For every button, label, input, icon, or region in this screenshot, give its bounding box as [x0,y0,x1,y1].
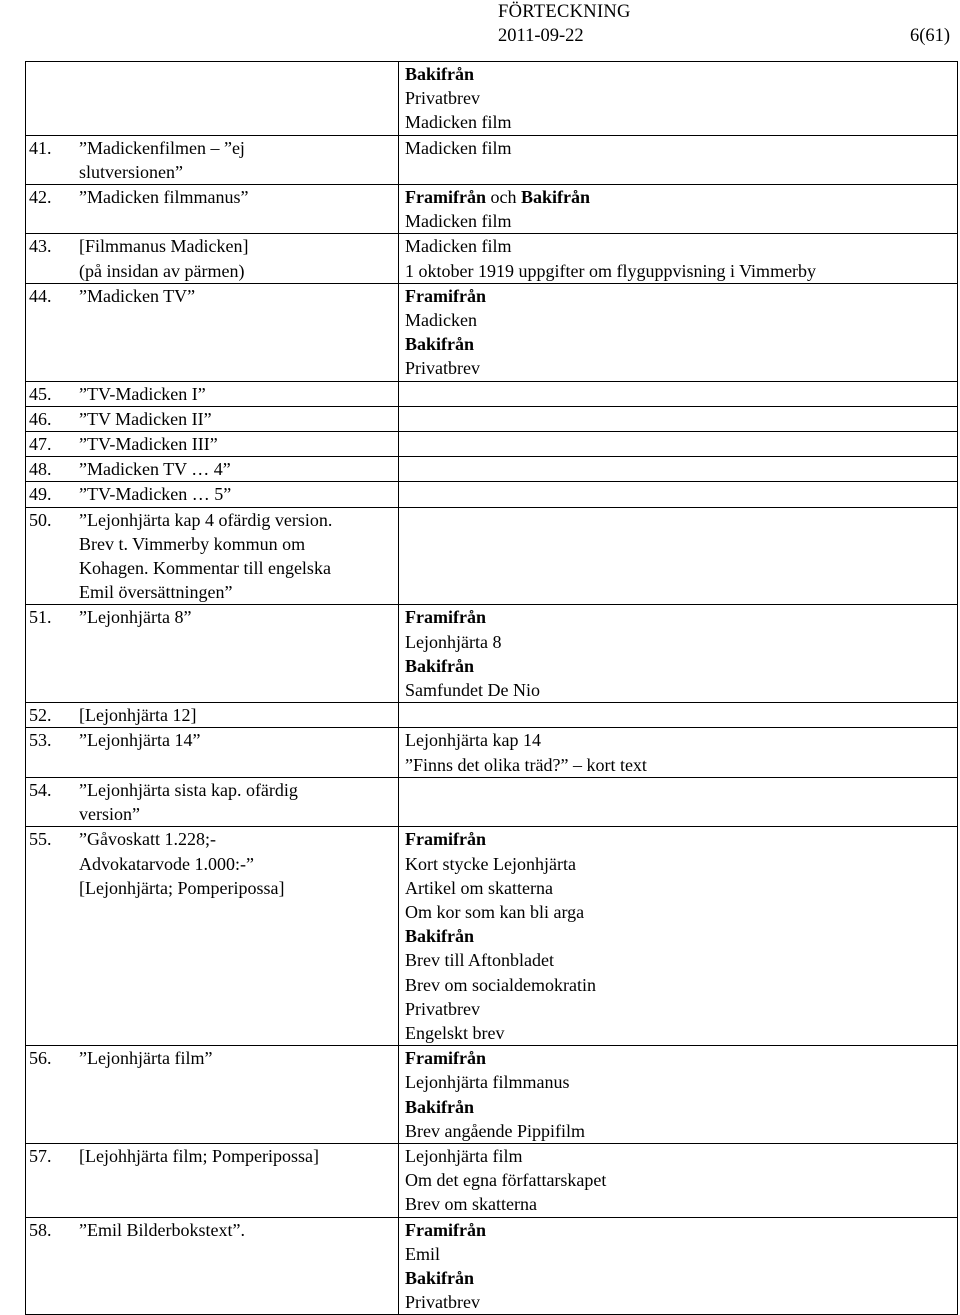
item-number: 47. [29,434,52,455]
description-cell [399,406,958,431]
item-number: 54. [29,779,52,800]
description-line: Privatbrev [405,358,480,379]
continuation-right-cell [399,62,958,136]
description-cell [399,507,958,605]
item-cell [26,135,399,184]
section-label: Framifrån [405,829,486,850]
list-item [28,136,398,184]
list-item [28,827,398,900]
document-title: FÖRTECKNING [498,2,631,22]
description-cell [399,777,958,826]
continuation-left-cell [26,62,399,136]
table-row [26,234,958,283]
continuation-line: Bakifrån [405,64,475,84]
description-cell [399,1217,958,1315]
description-cell [399,185,958,234]
table-row [26,1217,958,1315]
description-line: Madicken film [405,211,512,232]
description-cell [399,605,958,703]
item-cell [26,777,399,826]
table-row [26,135,958,184]
item-title: [Lejonhjärta 12] [79,705,197,726]
list-item [28,1218,398,1242]
page-number: 6(61) [910,26,951,46]
description-line: Kort stycke Lejonhjärta [405,853,576,874]
item-title: ”Lejonhjärta sista kap. ofärdig version” [79,779,298,825]
item-number: 55. [29,829,52,850]
table-row [26,827,958,1046]
item-number: 44. [29,285,52,306]
section-label [405,185,957,209]
description-line: ”Finns det olika träd?” – kort text [405,754,647,775]
item-cell [26,1143,399,1217]
item-title: ”Lejonhjärta kap 4 ofärdig version. Brev t. Vimmerby kommun om Kohagen. Kommentar till engelska Emil översättningen” [79,509,333,603]
item-number: 41. [29,137,52,158]
table-row [26,703,958,728]
description-line: Lejonhjärta filmmanus [405,1072,570,1093]
table-row [26,507,958,605]
table-row [26,406,958,431]
item-title: ”Lejonhjärta 14” [79,730,201,751]
list-item [28,508,398,605]
item-number: 51. [29,607,52,628]
section-label: Framifrån [405,285,486,306]
description-line: Privatbrev [405,998,480,1019]
document-date: 2011-09-22 [498,26,584,46]
list-item [28,605,398,629]
description-cell [399,482,958,507]
connector-text: och [485,187,521,208]
page-header [0,0,960,50]
table-row [26,777,958,826]
list-item [28,382,398,406]
description-cell [399,234,958,283]
item-number: 57. [29,1145,52,1166]
section-label: Bakifrån [405,1267,475,1288]
description-line: Brev om socialdemokratin [405,974,596,995]
description-line: Engelskt brev [405,1022,505,1043]
table-row [26,283,958,381]
index-table [25,61,958,1315]
continuation-line: Privatbrev [405,88,480,109]
list-item [28,703,398,727]
section-label: Bakifrån [520,187,590,208]
description-line: Om kor som kan bli arga [405,901,585,922]
item-cell [26,827,399,1046]
table-row [26,605,958,703]
section-label: Framifrån [405,187,486,208]
description-line: Brev angående Pippifilm [405,1120,585,1141]
section-label: Bakifrån [405,334,475,355]
description-line: Lejonhjärta 8 [405,631,502,652]
item-cell [26,185,399,234]
item-number: 42. [29,187,52,208]
description-line: Madicken film [405,236,512,257]
item-cell [26,381,399,406]
section-label: Framifrån [405,607,486,628]
item-number: 50. [29,509,52,530]
item-cell [26,605,399,703]
item-number: 48. [29,459,52,480]
description-cell [399,703,958,728]
item-title: [Filmmanus Madicken] (på insidan av pärmen) [79,236,249,281]
description-line: Brev om skatterna [405,1194,537,1215]
item-title: ”Madickenfilmen – ”ej slutversionen” [79,137,245,182]
description-line: Samfundet De Nio [405,680,540,701]
item-title: ”TV-Madicken III” [79,434,218,455]
item-cell [26,406,399,431]
description-line: Privatbrev [405,1292,480,1313]
section-label: Framifrån [405,1219,486,1240]
item-title: ”TV-Madicken … 5” [79,484,232,505]
item-cell [26,728,399,777]
section-label: Framifrån [405,1048,486,1069]
list-item [28,1144,398,1168]
item-cell [26,482,399,507]
description-cell [399,1046,958,1144]
description-cell [399,728,958,777]
description-line: Artikel om skatterna [405,877,553,898]
item-title: ”TV-Madicken I” [79,383,206,404]
list-item [28,1046,398,1070]
list-item [28,482,398,506]
description-line: 1 oktober 1919 uppgifter om flyguppvisning i Vimmerby [405,260,817,281]
item-number: 49. [29,484,52,505]
description-cell [399,135,958,184]
item-number: 53. [29,730,52,751]
description-line: Lejonhjärta kap 14 [405,730,541,751]
description-cell [399,457,958,482]
description-cell [399,1143,958,1217]
list-item [28,407,398,431]
list-item [28,234,398,282]
description-cell [399,381,958,406]
item-title: ”Gåvoskatt 1.228;- Advokatarvode 1.000:-” [Lejonhjärta; Pomperipossa] [79,829,285,898]
item-cell [26,432,399,457]
description-line: Madicken film [405,137,512,158]
item-title: ”Madicken filmmanus” [79,187,249,208]
description-line: Madicken [405,310,477,331]
item-cell [26,457,399,482]
section-label: Bakifrån [405,926,475,947]
item-title: ”TV Madicken II” [79,408,212,429]
description-line: Brev till Aftonbladet [405,950,554,971]
item-cell [26,703,399,728]
description-cell [399,283,958,381]
item-cell [26,234,399,283]
item-cell [26,1046,399,1144]
table-row [26,432,958,457]
item-number: 52. [29,705,52,726]
table-row [26,728,958,777]
table-row [26,1046,958,1144]
item-number: 58. [29,1219,52,1240]
description-line: Lejonhjärta film [405,1145,523,1166]
item-title: [Lejohhjärta film; Pomperipossa] [79,1145,319,1166]
item-cell [26,507,399,605]
item-number: 43. [29,236,52,257]
section-label: Bakifrån [405,1096,475,1117]
item-number: 45. [29,383,52,404]
continuation-row [26,62,958,136]
item-cell [26,283,399,381]
description-line: Om det egna författarskapet [405,1170,607,1191]
description-line: Emil [405,1243,440,1264]
list-item [28,432,398,456]
list-item [28,778,398,826]
item-title: ”Emil Bilderbokstext”. [79,1219,245,1240]
table-row [26,1143,958,1217]
list-item [28,284,398,308]
item-number: 46. [29,408,52,429]
item-number: 56. [29,1048,52,1069]
section-label: Bakifrån [405,655,475,676]
item-title: ”Lejonhjärta 8” [79,607,192,628]
item-title: ”Madicken TV” [79,285,196,306]
table-row [26,381,958,406]
item-title: ”Madicken TV … 4” [79,459,231,480]
item-title: ”Lejonhjärta film” [79,1048,213,1069]
list-item [28,185,398,209]
item-cell [26,1217,399,1315]
table-row [26,482,958,507]
description-cell [399,827,958,1046]
continuation-line: Madicken film [405,112,512,133]
list-item [28,728,398,752]
table-row [26,185,958,234]
table-row [26,457,958,482]
list-item [28,457,398,481]
description-cell [399,432,958,457]
